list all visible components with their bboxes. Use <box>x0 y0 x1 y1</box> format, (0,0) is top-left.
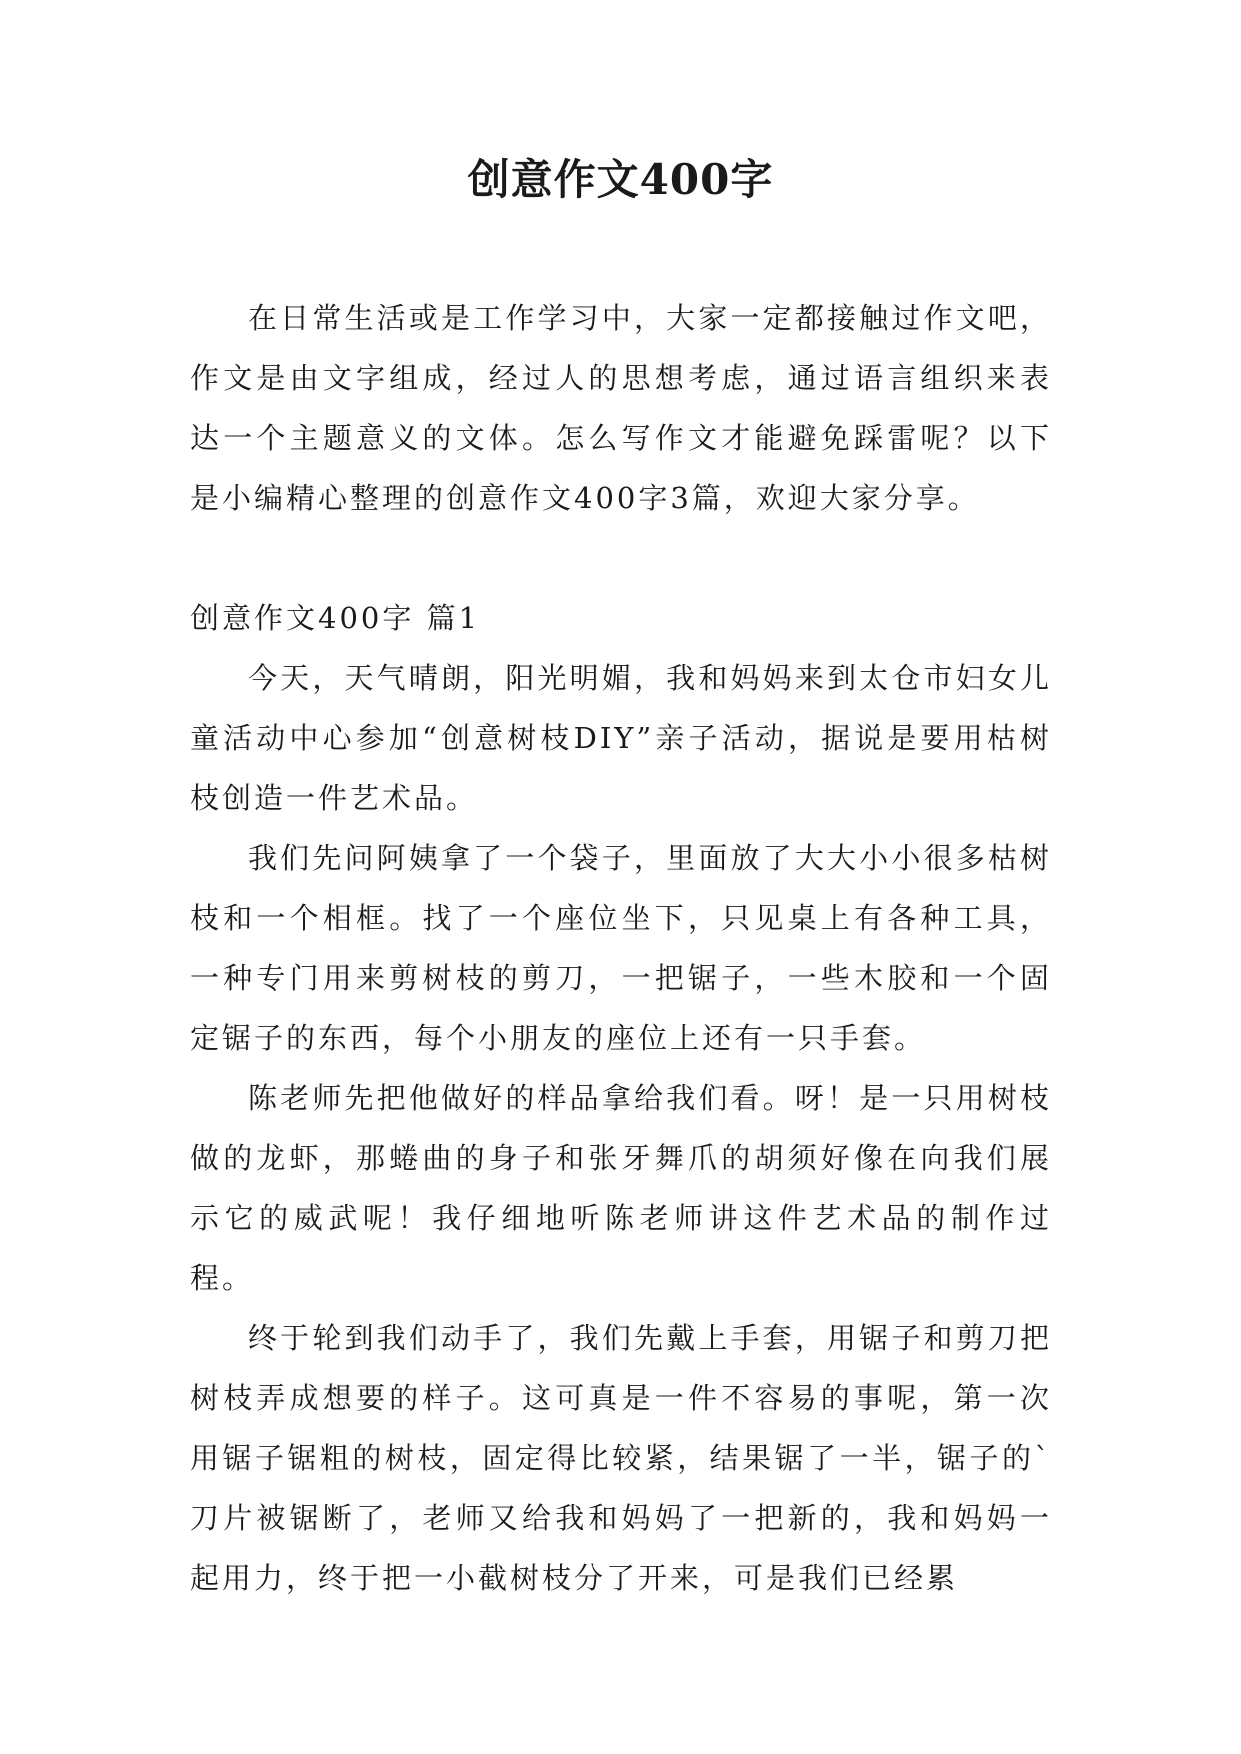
body-paragraph: 陈老师先把他做好的样品拿给我们看。呀！是一只用树枝做的龙虾，那蜷曲的身子和张牙舞爪的胡须好像在向我们展示它的威武呢！我仔细地听陈老师讲这件艺术品的制作过程。 <box>190 1081 1052 1295</box>
document-body <box>190 288 1052 1608</box>
body-paragraph: 终于轮到我们动手了，我们先戴上手套，用锯子和剪刀把树枝弄成想要的样子。这可真是一件不容易的事呢，第一次用锯子锯粗的树枝，固定得比较紧，结果锯了一半，锯子的`刀片被锯断了，老师又给我和妈妈了一把新的，我和妈妈一起用力，终于把一小截树枝分了开来，可是我们已经累 <box>190 1321 1052 1595</box>
body-paragraph: 今天，天气晴朗，阳光明媚，我和妈妈来到太仓市妇女儿童活动中心参加“创意树枝DIY”亲子活动，据说是要用枯树枝创造一件艺术品。 <box>190 661 1052 815</box>
body-paragraph: 我们先问阿姨拿了一个袋子，里面放了大大小小很多枯树枝和一个相框。找了一个座位坐下，只见桌上有各种工具，一种专门用来剪树枝的剪刀，一把锯子，一些木胶和一个固定锯子的东西，每个小朋友的座位上还有一只手套。 <box>190 841 1052 1055</box>
document-title: 创意作文400字 <box>467 155 774 204</box>
intro-paragraph: 在日常生活或是工作学习中，大家一定都接触过作文吧，作文是由文字组成，经过人的思想考虑，通过语言组织来表达一个主题意义的文体。怎么写作文才能避免踩雷呢？以下是小编精心整理的创意作文400字3篇，欢迎大家分享。 <box>190 301 1052 515</box>
section-heading: 创意作文400字 篇1 <box>190 601 481 635</box>
